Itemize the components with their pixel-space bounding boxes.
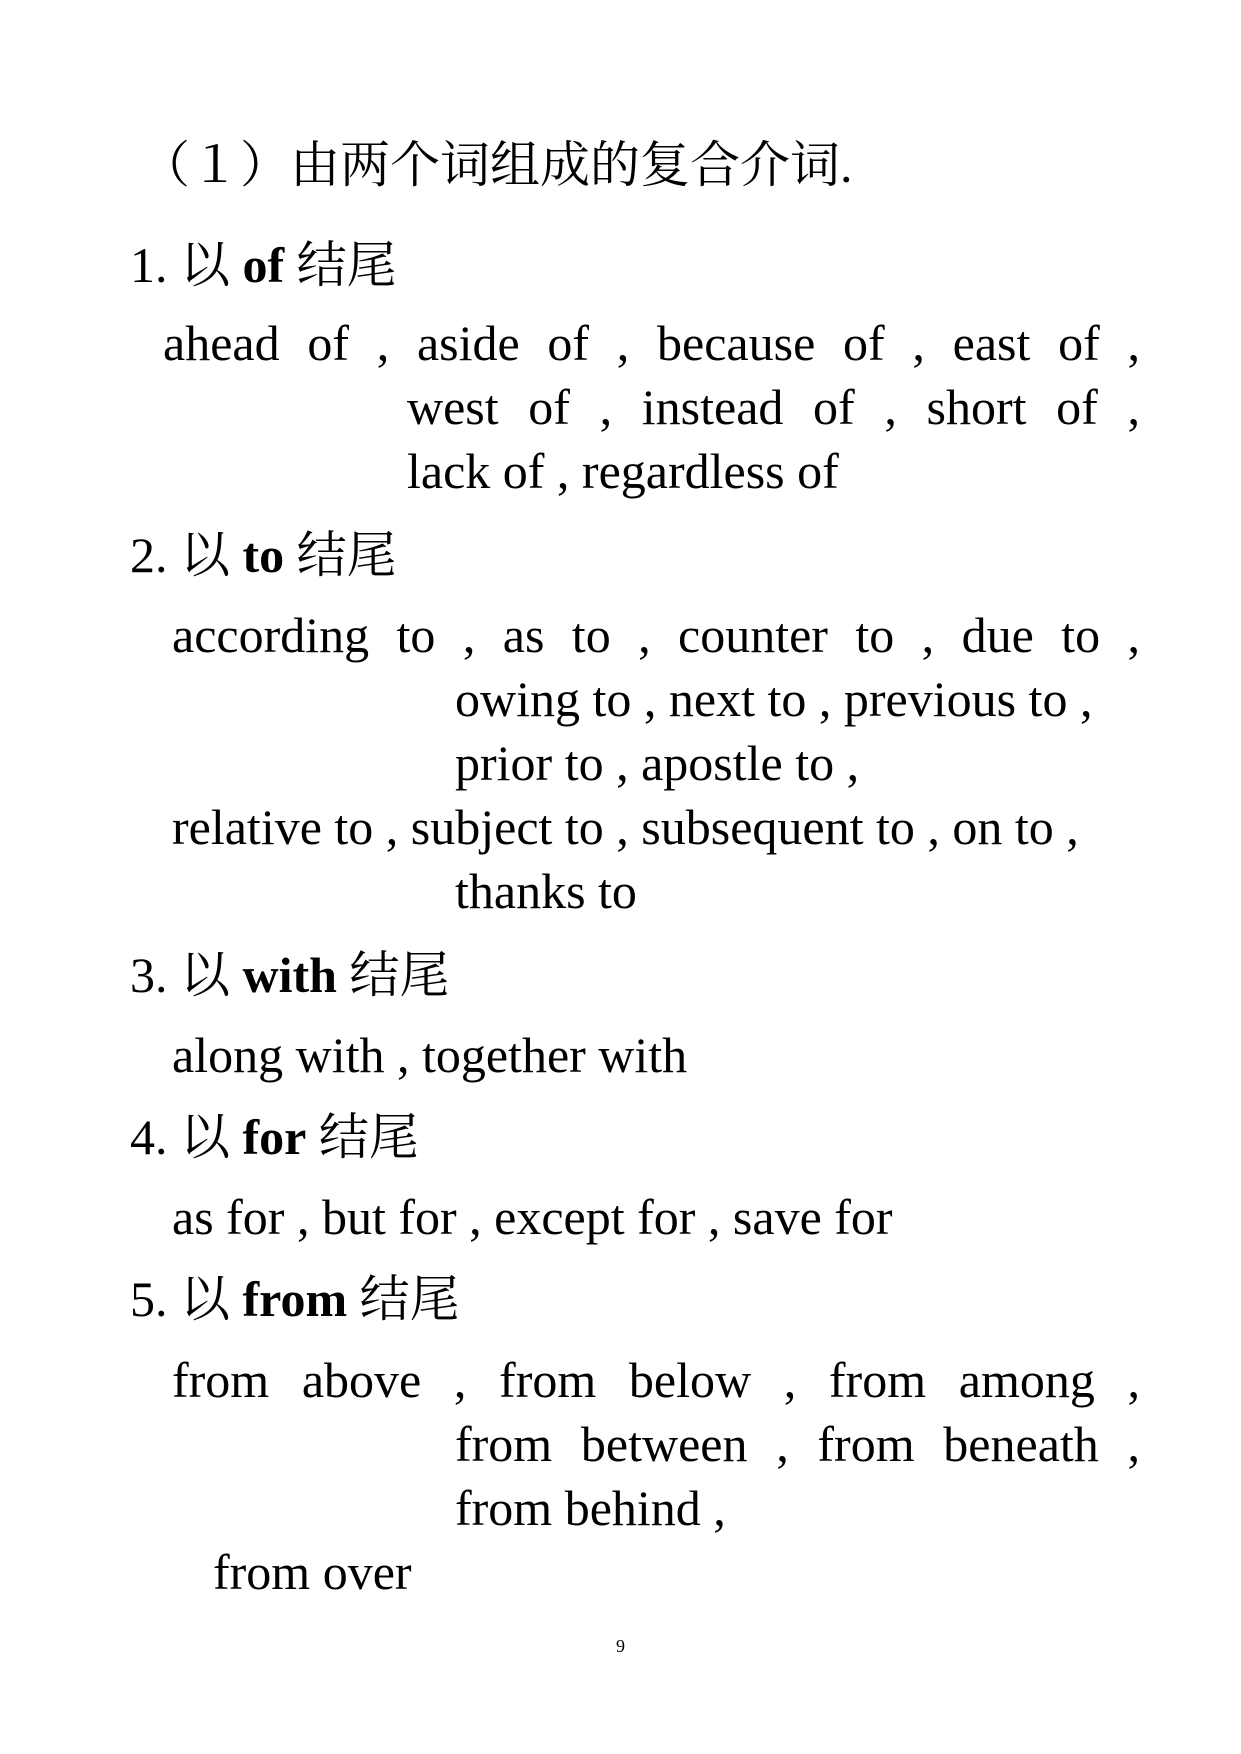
list-item: from behind , <box>455 1480 726 1536</box>
section-keyword: from <box>242 1271 348 1327</box>
list-item: lack of , regardless of <box>407 443 839 499</box>
section-prefix: 以 <box>180 947 230 1003</box>
section-prefix: 以 <box>180 1109 230 1165</box>
section-heading-for <box>130 1109 419 1165</box>
section-keyword: to <box>242 527 285 583</box>
section-suffix: 结尾 <box>296 527 397 583</box>
section-heading-from <box>130 1271 460 1327</box>
section-keyword: with <box>242 947 337 1003</box>
list-item: prior to , apostle to , <box>455 735 860 791</box>
list-item: from over <box>213 1544 412 1600</box>
section-number: 1. <box>130 237 168 293</box>
page-number: 9 <box>616 1636 625 1656</box>
section-heading-of <box>130 237 397 293</box>
section-keyword: of <box>242 237 285 293</box>
section-heading-to <box>130 527 397 583</box>
list-item: from between , from beneath , <box>455 1416 1140 1472</box>
list-item: as for , but for , except for , save for <box>172 1189 893 1245</box>
section-suffix: 结尾 <box>318 1109 419 1165</box>
list-item: ahead of , aside of , because of , east of , <box>163 315 1140 371</box>
list-item: owing to , next to , previous to , <box>455 671 1093 727</box>
section-suffix: 结尾 <box>349 947 450 1003</box>
section-prefix: 以 <box>180 237 230 293</box>
section-number: 4. <box>130 1109 168 1165</box>
list-item: along with , together with <box>172 1027 688 1083</box>
page-title: （１）由两个词组成的复合介词. <box>140 137 853 193</box>
section-number: 5. <box>130 1271 168 1327</box>
section-number: 2. <box>130 527 168 583</box>
section-prefix: 以 <box>180 527 230 583</box>
list-item: relative to , subject to , subsequent to , on to , <box>172 799 1079 855</box>
list-item: west of , instead of , short of , <box>407 379 1140 435</box>
list-item: according to , as to , counter to , due to , <box>172 607 1140 663</box>
section-prefix: 以 <box>180 1271 230 1327</box>
section-suffix: 结尾 <box>296 237 397 293</box>
section-keyword: for <box>242 1109 307 1165</box>
section-heading-with <box>130 947 450 1003</box>
list-item: from above , from below , from among , <box>172 1352 1140 1408</box>
section-number: 3. <box>130 947 168 1003</box>
list-item: thanks to <box>455 863 637 919</box>
section-suffix: 结尾 <box>359 1271 460 1327</box>
